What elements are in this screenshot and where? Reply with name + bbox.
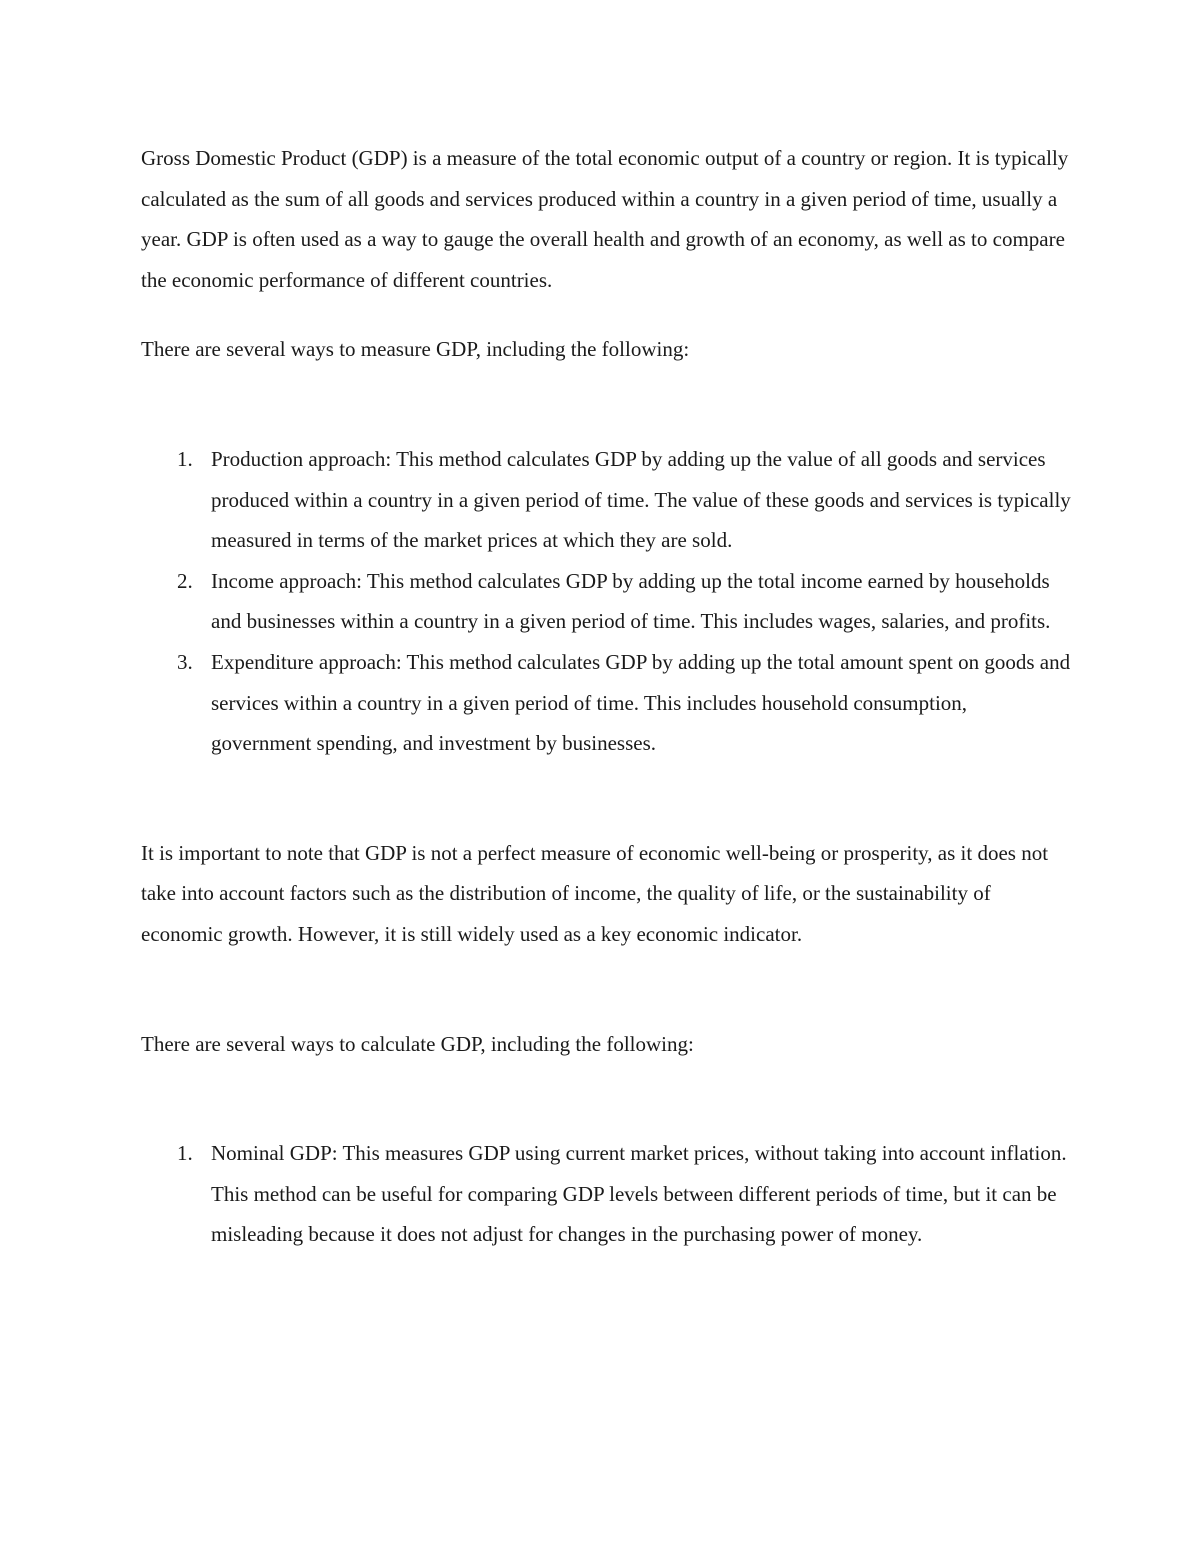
gdp-limitations-paragraph: It is important to note that GDP is not a perfect measure of economic well-being or prosperity, as it does not take into account factors such as the distribution of income, the quality of life, or the sustainability of economic growth. However, it is still widely used as a key economic indicator. [141,840,1049,946]
gdp-definition-paragraph: Gross Domestic Product (GDP) is a measure of the total economic output of a country or region. It is typically calculated as the sum of all goods and services produced within a country in a given period of time, usually a year. GDP is often used as a way to gauge the overall health and growth of an economy, as well as to compare the economic performance of different countries. [141,146,1069,292]
list-item [141,561,1071,642]
list-item-text: Nominal GDP: This measures GDP using current market prices, without taking into account inflation. This method can be useful for comparing GDP levels between different periods of time, but it can be misleading because it does not adjust for changes in the purchasing power of money. [211,1141,1067,1247]
list-item-number: 1. [177,446,193,471]
calculate-intro-paragraph: There are several ways to calculate GDP, including the following: [141,1031,694,1056]
list-item-text: Expenditure approach: This method calculates GDP by adding up the total amount spent on goods and services within a country in a given period of time. This includes household consumption, government spending, and investment by businesses. [211,649,1071,756]
list-item-text: Production approach: This method calculates GDP by adding up the value of all goods and services produced within a country in a given period of time. The value of these goods and services is typically measured in terms of the market prices at which they are sold. [211,446,1071,553]
document-body [141,138,1071,1255]
list-item [141,1133,1071,1255]
list-item-number: 1. [177,1141,193,1166]
list-item [141,439,1071,561]
list-item-number: 3. [177,649,193,674]
list-item-text: Income approach: This method calculates GDP by adding up the total income earned by households and businesses within a country in a given period of time. This includes wages, salaries, and profits. [211,568,1051,634]
measure-approaches-list [141,439,1071,764]
measure-intro-paragraph: There are several ways to measure GDP, including the following: [141,337,690,362]
calculate-methods-list [141,1133,1071,1255]
list-item [141,642,1071,764]
list-item-number: 2. [177,568,193,593]
